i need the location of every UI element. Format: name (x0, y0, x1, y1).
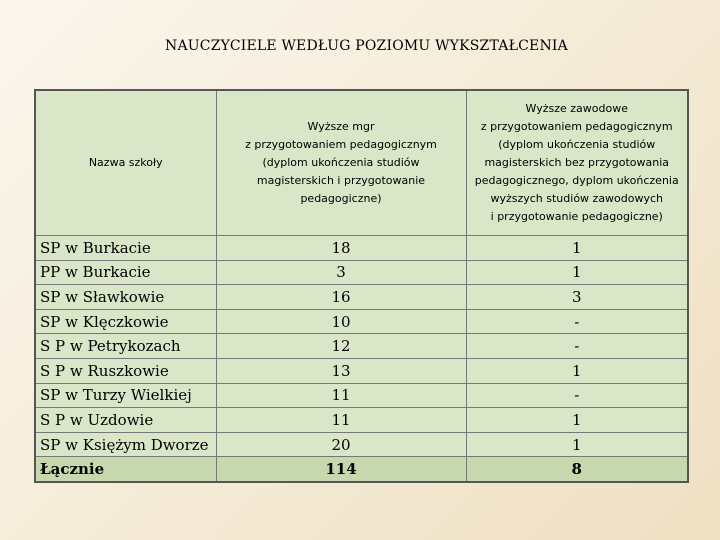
school-name: PP w Burkacie (35, 260, 216, 285)
vocational-count: - (466, 334, 688, 359)
mgr-count: 10 (216, 309, 466, 334)
vocational-count: 1 (466, 408, 688, 433)
school-name: S P w Uzdowie (35, 408, 216, 433)
school-name: SP w Sławkowie (35, 285, 216, 310)
table-row (35, 358, 688, 383)
school-name: S P w Ruszkowie (35, 358, 216, 383)
column-header-school-text: Nazwa szkoły (88, 156, 163, 169)
mgr-count: 3 (216, 260, 466, 285)
school-name: SP w Turzy Wielkiej (35, 383, 216, 408)
vocational-count: 1 (466, 358, 688, 383)
mgr-count: 13 (216, 358, 466, 383)
vocational-count: 1 (466, 260, 688, 285)
column-header-mgr-text: Wyższe mgr z przygotowaniem pedagogicznym (dyplom ukończenia studiów magisterskich i przygotowanie pedagogiczne) (245, 120, 437, 205)
table-row (35, 309, 688, 334)
teachers-table (34, 89, 689, 483)
school-name: SP w Księżym Dworze (35, 432, 216, 457)
mgr-count: 18 (216, 236, 466, 261)
table-row (35, 383, 688, 408)
table-row (35, 408, 688, 433)
column-header-mgr (216, 90, 466, 236)
column-header-school (35, 90, 216, 236)
mgr-count: 11 (216, 383, 466, 408)
total-label: Łącznie (35, 457, 216, 482)
total-vocational-count: 8 (466, 457, 688, 482)
table-row (35, 260, 688, 285)
vocational-count: 1 (466, 236, 688, 261)
vocational-count: 3 (466, 285, 688, 310)
school-name: S P w Petrykozach (35, 334, 216, 359)
school-name: SP w Klęczkowie (35, 309, 216, 334)
page-title: NAUCZYCIELE WEDŁUG POZIOMU WYKSZTAŁCENIA (165, 38, 568, 54)
vocational-count: - (466, 383, 688, 408)
column-header-vocational-text: Wyższe zawodowe z przygotowaniem pedagogicznym (dyplom ukończenia studiów magisterskich bez przygotowania pedagogicznego, dyplom ukończenia wyższych studiów zawodowych i przygotowanie pedagogiczne) (474, 102, 679, 223)
school-name: SP w Burkacie (35, 236, 216, 261)
mgr-count: 12 (216, 334, 466, 359)
table-row (35, 285, 688, 310)
table-header-row (35, 90, 688, 236)
table-row (35, 432, 688, 457)
mgr-count: 16 (216, 285, 466, 310)
mgr-count: 20 (216, 432, 466, 457)
vocational-count: 1 (466, 432, 688, 457)
vocational-count: - (466, 309, 688, 334)
total-mgr-count: 114 (216, 457, 466, 482)
table-row (35, 334, 688, 359)
column-header-vocational (466, 90, 688, 236)
table-row (35, 236, 688, 261)
total-row (35, 457, 688, 482)
mgr-count: 11 (216, 408, 466, 433)
